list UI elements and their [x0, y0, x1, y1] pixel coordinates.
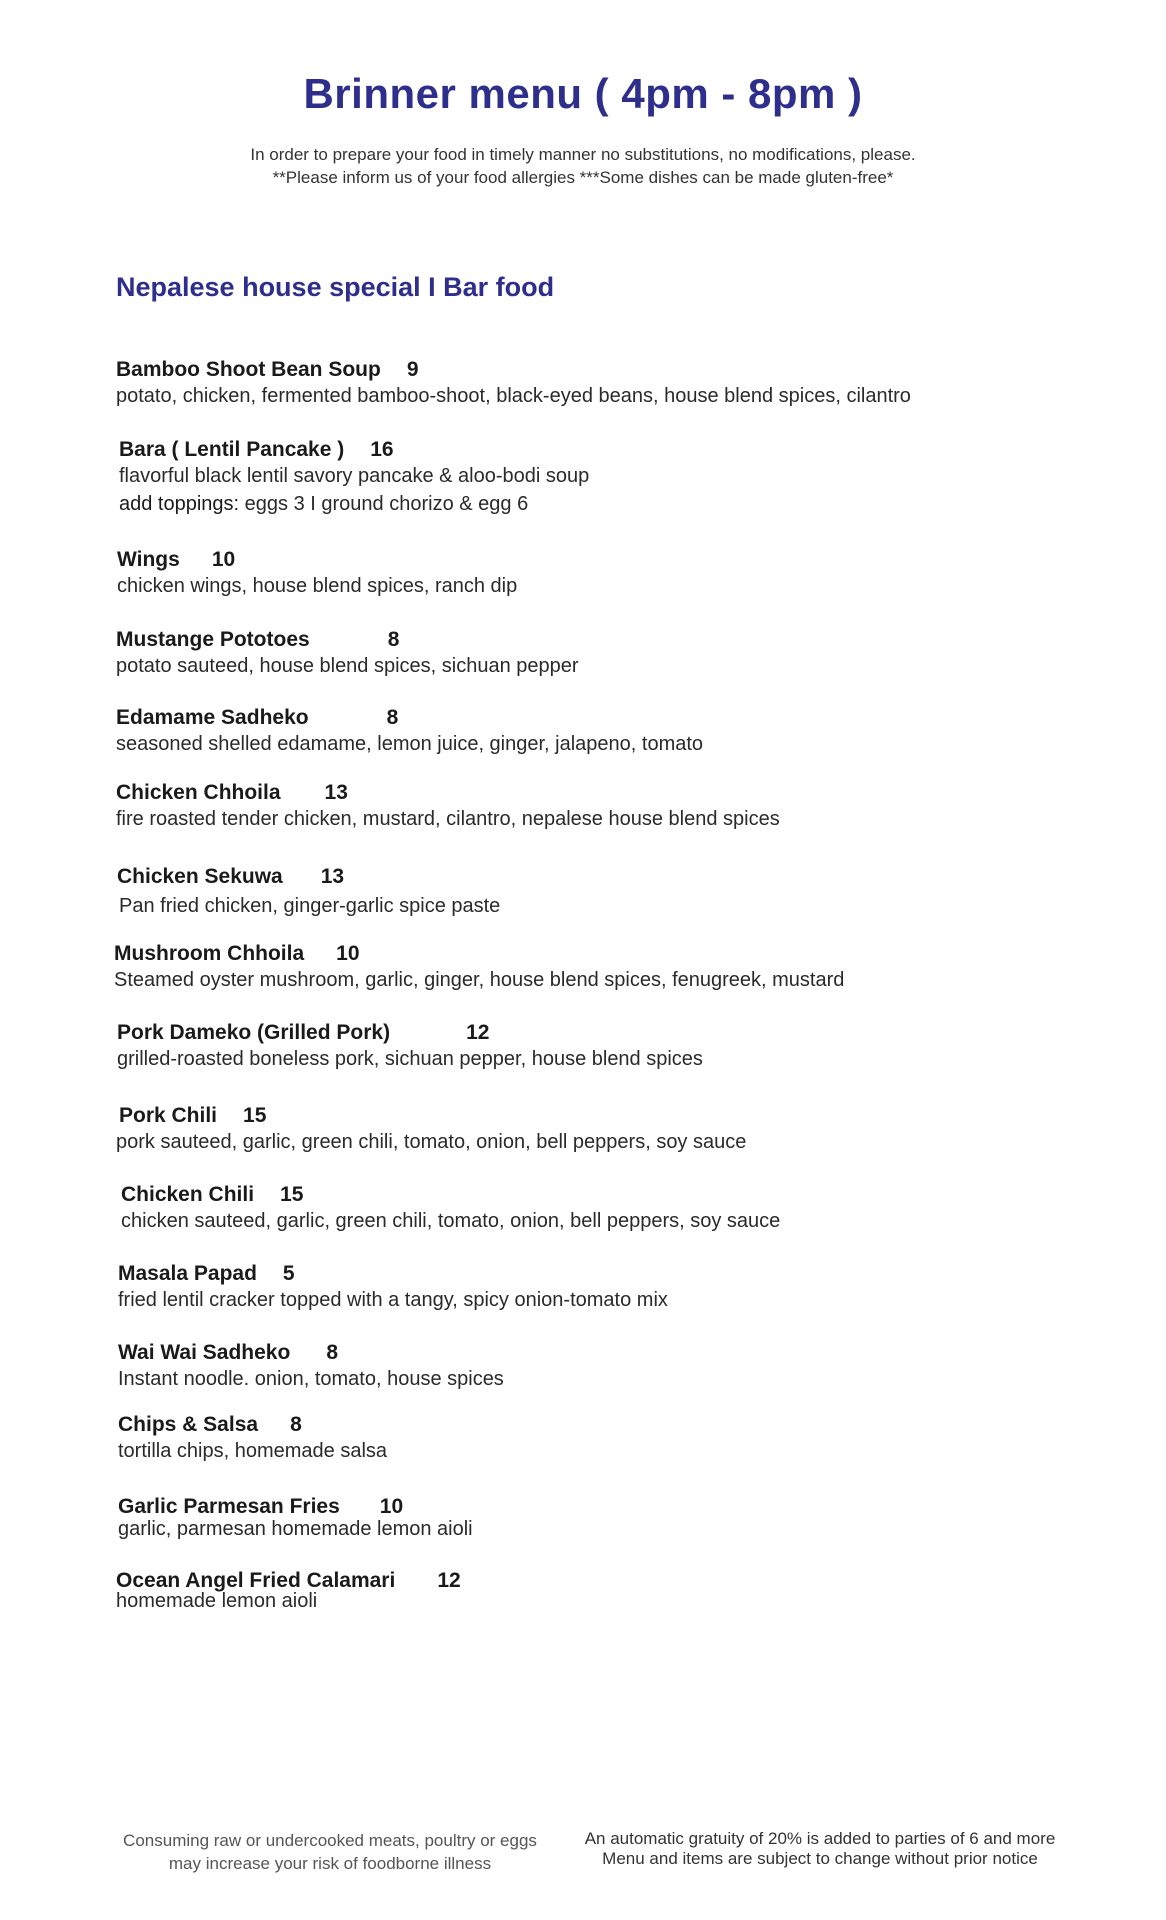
item-description: flavorful black lentil savory pancake & aloo-bodi soup — [119, 465, 590, 487]
item-name: Mustange Pototoes — [116, 628, 310, 651]
footer-policy — [560, 1829, 1080, 1869]
footer-left-line-1: Consuming raw or undercooked meats, poultry or eggs — [123, 1831, 537, 1850]
item-description: potato sauteed, house blend spices, sichuan pepper — [116, 655, 579, 677]
item-price: 15 — [243, 1104, 267, 1127]
item-description: Steamed oyster mushroom, garlic, ginger, house blend spices, fenugreek, mustard — [114, 969, 845, 991]
add-toppings-label: add toppings: — [119, 493, 240, 515]
footer-left-line-2: may increase your risk of foodborne illness — [168, 1854, 492, 1873]
item-price: 8 — [387, 628, 400, 651]
item-description: fire roasted tender chicken, mustard, cilantro, nepalese house blend spices — [116, 808, 780, 830]
item-price: 13 — [320, 865, 345, 888]
item-description: Instant noodle. onion, tomato, house spices — [118, 1368, 504, 1390]
section-title: Nepalese house special I Bar food — [116, 272, 555, 302]
item-price: 5 — [282, 1262, 295, 1285]
menu-item-pork-chili — [116, 1103, 747, 1155]
item-name: Garlic Parmesan Fries — [118, 1495, 340, 1518]
item-name: Pork Dameko (Grilled Pork) — [117, 1021, 391, 1044]
footer-right-line-1: An automatic gratuity of 20% is added to parties of 6 and more — [584, 1829, 1056, 1848]
item-name: Wai Wai Sadheko — [118, 1341, 291, 1364]
menu-item-masala-papad — [118, 1261, 668, 1313]
item-price: 8 — [290, 1413, 302, 1436]
menu-item-wai-wai-sadheko — [118, 1340, 504, 1392]
item-price: 9 — [406, 358, 419, 381]
menu-item-garlic-parmesan-fries — [118, 1494, 473, 1542]
item-description: pork sauteed, garlic, green chili, tomato, onion, bell peppers, soy sauce — [116, 1131, 747, 1153]
item-description: chicken sauteed, garlic, green chili, tomato, onion, bell peppers, soy sauce — [121, 1210, 781, 1232]
item-price: 8 — [326, 1341, 338, 1364]
item-description: fried lentil cracker topped with a tangy, spicy onion-tomato mix — [118, 1289, 668, 1311]
menu-item-wings — [117, 547, 517, 599]
item-name: Ocean Angel Fried Calamari — [116, 1569, 396, 1592]
notice-line-1: In order to prepare your food in timely manner no substitutions, no modifications, please. — [250, 145, 916, 164]
menu-item-edamame-sadheko — [116, 705, 703, 757]
footer-right-line-2: Menu and items are subject to change without prior notice — [602, 1849, 1038, 1868]
item-name: Bara ( Lentil Pancake ) — [119, 438, 345, 461]
item-name: Edamame Sadheko — [116, 706, 309, 729]
item-price: 8 — [386, 706, 399, 729]
menu-item-ocean-angel-fried-calamari — [116, 1568, 461, 1614]
item-name: Mushroom Chhoila — [114, 942, 305, 965]
item-description: potato, chicken, fermented bamboo-shoot, black-eyed beans, house blend spices, cilantro — [116, 385, 911, 407]
item-name: Chips & Salsa — [118, 1413, 259, 1436]
item-price: 15 — [280, 1183, 304, 1206]
menu-title: Brinner menu ( 4pm - 8pm ) — [303, 70, 863, 117]
item-description: Pan fried chicken, ginger-garlic spice paste — [119, 895, 501, 917]
item-name: Pork Chili — [119, 1104, 218, 1127]
item-description: garlic, parmesan homemade lemon aioli — [118, 1518, 473, 1540]
menu-item-mustange-pototoes — [116, 627, 579, 679]
item-name: Masala Papad — [118, 1262, 257, 1285]
item-price: 12 — [437, 1569, 461, 1592]
item-description: homemade lemon aioli — [116, 1590, 318, 1612]
item-price: 12 — [466, 1021, 490, 1044]
item-price: 10 — [211, 548, 236, 571]
item-price: 10 — [336, 942, 360, 965]
footer-health-warning — [110, 1829, 550, 1875]
item-name: Wings — [117, 548, 180, 571]
item-description: chicken wings, house blend spices, ranch dip — [117, 575, 518, 597]
item-name: Chicken Chhoila — [116, 781, 281, 804]
add-toppings-options: eggs 3 I ground chorizo & egg 6 — [244, 493, 529, 515]
menu-item-chicken-chili — [121, 1182, 780, 1234]
menu-item-chips-salsa — [118, 1412, 387, 1464]
menu-item-chicken-sekuwa — [117, 864, 500, 919]
menu-item-mushroom-chhoila — [114, 941, 844, 993]
item-name: Chicken Sekuwa — [117, 865, 283, 888]
menu-item-pork-dameko — [117, 1020, 703, 1072]
item-price: 13 — [324, 781, 348, 804]
item-price: 16 — [370, 438, 394, 461]
menu-item-chicken-chhoila — [116, 780, 780, 832]
item-name: Chicken Chili — [121, 1183, 255, 1206]
menu-item-bamboo-shoot-bean-soup — [116, 357, 911, 409]
item-name: Bamboo Shoot Bean Soup — [116, 358, 381, 381]
item-price: 10 — [379, 1495, 404, 1518]
item-description: grilled-roasted boneless pork, sichuan pepper, house blend spices — [117, 1048, 703, 1070]
item-description: seasoned shelled edamame, lemon juice, ginger, jalapeno, tomato — [116, 733, 704, 755]
notice-line-2: **Please inform us of your food allergies ***Some dishes can be made gluten-free* — [272, 168, 894, 187]
item-description: tortilla chips, homemade salsa — [118, 1440, 388, 1462]
menu-item-bara — [119, 437, 589, 517]
